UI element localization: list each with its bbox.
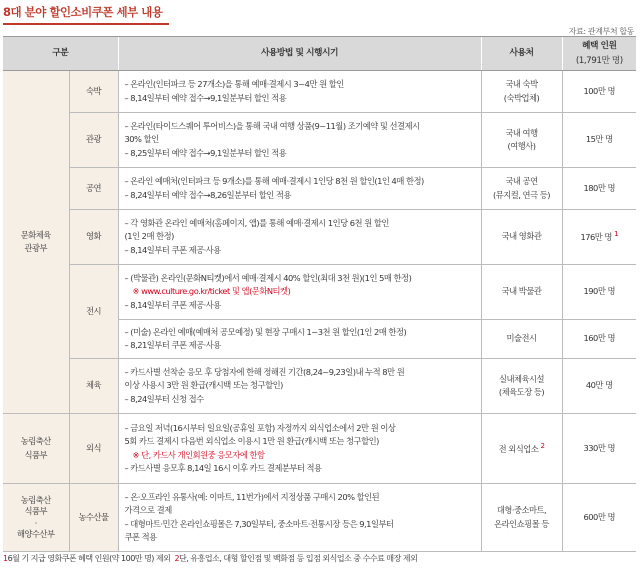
method-line: – 카드사별 선착순 응모 후 당첨자에 한해 정해진 기간(8,24~9,23일)내 누적 8만 원 [124,367,405,378]
row-benefit: 15만 명 [562,113,636,168]
page-title: 8대 분야 할인소비쿠폰 세부 내용 [3,5,163,19]
method-line: 쿠폰 적용 [124,531,157,542]
method-line: – 온라인(타이드스퀘어 투어비스)을 통해 국내 여행 상품(9~11월) 조기예약 및 선결제시 [124,121,420,132]
row-method [118,320,481,359]
ministry-culture [3,71,69,414]
method-line: – (박물관) 온라인(문화N티켓)에서 예매·결제시 40% 할인(최대 3천 원)(1인 5매 한정) [124,273,412,284]
place-line: (뮤지컬, 연극 등) [493,189,550,200]
ministry-label: 관광부 [24,243,48,253]
table-row [3,359,636,414]
row-benefit: 160만 명 [562,320,636,359]
place-line: 국내 숙박 [505,79,538,90]
row-name: 숙박 [69,71,118,113]
place-line: 온라인쇼핑몰 등 [494,518,549,529]
method-line: – 8,14일부터 예약 접수→9,1일분부터 할인 적용 [124,92,287,103]
row-name: 농수산물 [69,484,118,552]
row-benefit: 330만 명 [562,414,636,484]
row-method [118,359,481,414]
place-value: 전 외식업소 [498,443,539,454]
header-benefit [562,37,636,71]
header-place: 사용처 [481,37,562,71]
method-note: ※ www.culture.go.kr/ticket 및 앱(문화N티켓) [132,286,291,297]
method-line: – 8,14일부터 쿠폰 제공·사용 [124,299,221,310]
row-benefit: 190만 명 [562,265,636,320]
row-name: 영화 [69,210,118,265]
row-place [481,71,562,113]
method-line: – 온·오프라인 유통사(예: 이마트, 11번가)에서 지정상품 구매시 20% 할인된 [124,491,380,502]
row-place: 미술전시 [481,320,562,359]
ministry-label: 농림축산 [20,436,51,447]
row-name: 전시 [69,265,118,359]
table-row [3,484,636,552]
ministry-agriculture-oceans [3,484,69,552]
row-place [481,414,562,484]
place-line: 대형·중소마트, [496,505,547,516]
footnote [3,553,417,564]
method-line: – 온라인(인터파크 등 27개소)을 통해 예매·결제시 3~4만 원 할인 [124,79,344,90]
ministry-label: 식품부 [24,449,48,460]
ministry-label: 해양수산부 [16,528,55,539]
place-line: 국내 공연 [505,176,538,187]
table-row [3,113,636,168]
header-benefit-line1: 혜택 인원 [581,41,617,52]
row-name: 공연 [69,168,118,210]
footnote-number: 1 [3,554,8,563]
method-line: 30% 할인 [124,134,159,145]
method-line: – 8,21일부터 쿠폰 제공·사용 [124,340,221,350]
table-row [3,265,636,320]
footnote-marker: 2 [540,441,545,450]
row-benefit: 180만 명 [562,168,636,210]
footnote-text: 6월 기 지급 영화쿠폰 혜택 인원(약 100만 명) 제외 [7,554,171,563]
row-method [118,265,481,320]
method-line: – 8,25일부터 예약 접수→9,1일분부터 할인 적용 [124,147,287,158]
table-header-row [3,37,636,71]
method-line: 가격으로 결제 [124,505,172,516]
method-line: 5회 카드 결제시 다음번 외식업소 이용시 1만 원 환급(캐시백 또는 청구할인) [124,436,379,447]
row-place: 국내 박물관 [481,265,562,320]
title-underline [3,23,169,25]
row-place: 국내 영화관 [481,210,562,265]
method-line: – 8,24일부터 예약 접수→8,26일분부터 할인 적용 [124,189,291,200]
ministry-label: 식품부 [24,506,48,517]
row-method [118,113,481,168]
row-benefit [562,210,636,265]
row-benefit: 40만 명 [562,359,636,414]
place-line: (여행사) [507,141,536,151]
table-row [3,168,636,210]
header-benefit-line2: (1,791만 명) [575,55,623,66]
place-line: (체육도장 등) [498,387,545,397]
method-line: 이상 사용시 3만 원 환급(캐시백 또는 청구할인) [124,380,283,391]
method-line: – (미술) 온라인 예매(예매처 공모예정) 및 현장 구매시 1~3천 원 할인(1인 2매 한정) [124,326,407,337]
place-line: (숙박업체) [503,92,540,103]
header-method: 사용방법 및 시행시기 [118,37,481,71]
row-name: 관광 [69,113,118,168]
table-row [3,210,636,265]
row-name: 외식 [69,414,118,484]
ministry-agriculture [3,414,69,484]
method-line: – 8,24일부터 신청 접수 [124,393,204,404]
method-line: – 온라인 예매처(인터파크 등 9개소)를 통해 예매·결제시 1인당 8천 원 할인(1인 4매 한정) [124,176,424,187]
source-note: 자료: 관계부처 합동 [568,27,634,36]
place-line: 실내체육시설 [498,373,545,384]
row-place [481,359,562,414]
method-line: – 대형마트·민간 온라인쇼핑몰은 7,30일부터, 중소마트·전통시장 등은 9,1일부터 [124,518,394,529]
ministry-label: 농림축산 [20,495,51,506]
footnote-marker: 1 [614,230,619,239]
method-line: – 금요일 저녁(16시부터 일요일(공휴일 포함) 자정까지 외식업소에서 2만 원 이상 [124,422,396,433]
ministry-label: · [34,517,37,528]
ministry-label: 문화체육 [20,229,51,240]
row-place [481,484,562,552]
method-line: – 8,14일부터 쿠폰 제공·사용 [124,244,221,255]
table-row [3,414,636,484]
row-benefit: 100만 명 [562,71,636,113]
method-line: – 각 영화관 온라인 예매처(홈페이지, 앱)를 통해 예매·결제시 1인당 6천 원 할인 [124,218,389,229]
footnote-text: 단, 유흥업소, 대형 할인점 및 백화점 등 입점 외식업소 중 수수료 매장 제외 [179,554,418,563]
row-place [481,168,562,210]
method-line: – 카드사별 응모후 8,14일 16시 이후 카드 결제분부터 적용 [124,462,322,473]
row-method [118,484,481,552]
row-name: 체육 [69,359,118,414]
place-line: 국내 여행 [505,127,538,138]
row-place [481,113,562,168]
row-benefit: 600만 명 [562,484,636,552]
table-row [3,71,636,113]
method-line: (1인 2매 한정) [124,231,174,242]
method-note: ※ 단, 카드사 개인회원중 응모자에 한함 [132,449,265,460]
row-method [118,210,481,265]
row-method [118,71,481,113]
row-method [118,168,481,210]
row-method [118,414,481,484]
benefit-value: 176만 명 [580,232,612,243]
coupon-table [3,36,636,552]
footnote-number: 2 [174,554,180,563]
header-category: 구분 [3,37,118,71]
